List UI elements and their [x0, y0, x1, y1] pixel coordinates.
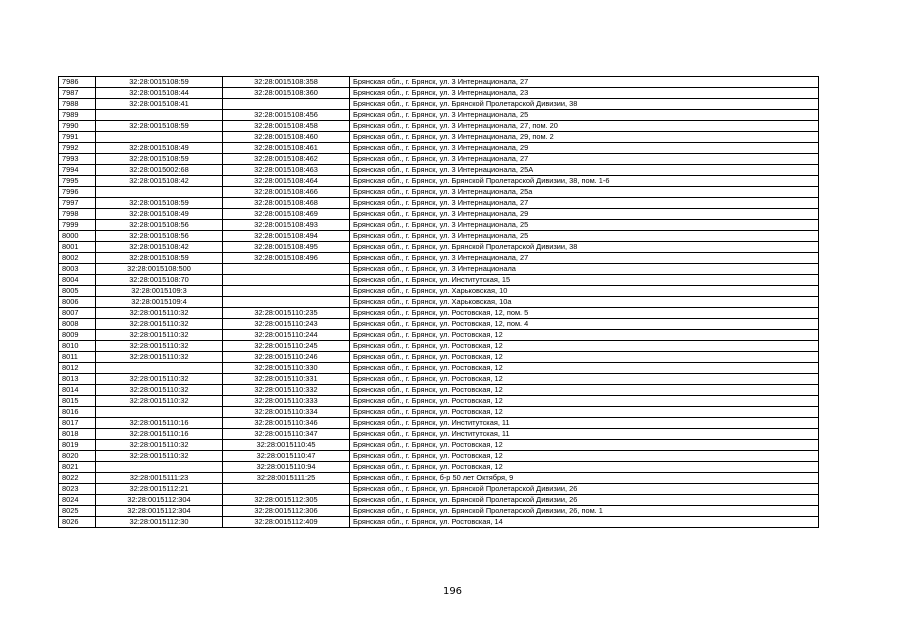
land-cadastral-number-cell: 32:28:0015112:30	[96, 517, 223, 528]
land-cadastral-number-cell: 32:28:0015108:59	[96, 77, 223, 88]
table-row	[59, 121, 819, 132]
table-row	[59, 462, 819, 473]
row-number-cell: 7992	[59, 143, 96, 154]
row-number-cell: 8012	[59, 363, 96, 374]
table-row	[59, 374, 819, 385]
address-cell: Брянская обл., г. Брянск, ул. Ростовская, 12, пом. 5	[350, 308, 819, 319]
row-number-cell: 8005	[59, 286, 96, 297]
row-number-cell: 8015	[59, 396, 96, 407]
address-cell: Брянская обл., г. Брянск, ул. Харьковская, 10	[350, 286, 819, 297]
row-number-cell: 8010	[59, 341, 96, 352]
row-number-cell: 8014	[59, 385, 96, 396]
building-cadastral-number-cell: 32:28:0015110:243	[223, 319, 350, 330]
row-number-cell: 8006	[59, 297, 96, 308]
address-cell: Брянская обл., г. Брянск, ул. Брянской Пролетарской Дивизии, 38	[350, 99, 819, 110]
row-number-cell: 8002	[59, 253, 96, 264]
land-cadastral-number-cell: 32:28:0015110:32	[96, 319, 223, 330]
row-number-cell: 8013	[59, 374, 96, 385]
row-number-cell: 7991	[59, 132, 96, 143]
building-cadastral-number-cell: 32:28:0015108:464	[223, 176, 350, 187]
land-cadastral-number-cell: 32:28:0015110:32	[96, 440, 223, 451]
address-cell: Брянская обл., г. Брянск, ул. 3 Интернационала, 23	[350, 88, 819, 99]
building-cadastral-number-cell: 32:28:0015110:332	[223, 385, 350, 396]
land-cadastral-number-cell: 32:28:0015110:32	[96, 396, 223, 407]
land-cadastral-number-cell: 32:28:0015110:16	[96, 429, 223, 440]
land-cadastral-number-cell: 32:28:0015112:304	[96, 495, 223, 506]
address-cell: Брянская обл., г. Брянск, ул. Харьковская, 10а	[350, 297, 819, 308]
address-cell: Брянская обл., г. Брянск, ул. Ростовская, 12	[350, 363, 819, 374]
table-row	[59, 187, 819, 198]
building-cadastral-number-cell: 32:28:0015108:469	[223, 209, 350, 220]
land-cadastral-number-cell: 32:28:0015108:500	[96, 264, 223, 275]
building-cadastral-number-cell	[223, 275, 350, 286]
table-row	[59, 176, 819, 187]
page-number: 196	[442, 586, 463, 597]
address-cell: Брянская обл., г. Брянск, ул. 3 Интернационала	[350, 264, 819, 275]
land-cadastral-number-cell: 32:28:0015108:59	[96, 253, 223, 264]
table-row	[59, 319, 819, 330]
address-cell: Брянская обл., г. Брянск, ул. 3 Интернационала, 27	[350, 77, 819, 88]
table-row	[59, 220, 819, 231]
table-row	[59, 154, 819, 165]
table-row	[59, 264, 819, 275]
building-cadastral-number-cell: 32:28:0015110:334	[223, 407, 350, 418]
address-cell: Брянская обл., г. Брянск, ул. Ростовская, 12	[350, 352, 819, 363]
land-cadastral-number-cell: 32:28:0015109:3	[96, 286, 223, 297]
land-cadastral-number-cell: 32:28:0015108:42	[96, 242, 223, 253]
land-cadastral-number-cell: 32:28:0015112:21	[96, 484, 223, 495]
table-row	[59, 209, 819, 220]
row-number-cell: 7999	[59, 220, 96, 231]
building-cadastral-number-cell: 32:28:0015110:245	[223, 341, 350, 352]
table-row	[59, 506, 819, 517]
row-number-cell: 8023	[59, 484, 96, 495]
address-cell: Брянская обл., г. Брянск, ул. Институтская, 11	[350, 418, 819, 429]
row-number-cell: 8007	[59, 308, 96, 319]
land-cadastral-number-cell: 32:28:0015108:41	[96, 99, 223, 110]
land-cadastral-number-cell	[96, 363, 223, 374]
address-cell: Брянская обл., г. Брянск, ул. 3 Интернационала, 29	[350, 209, 819, 220]
row-number-cell: 8004	[59, 275, 96, 286]
address-cell: Брянская обл., г. Брянск, ул. Ростовская, 12	[350, 462, 819, 473]
table-row	[59, 330, 819, 341]
land-cadastral-number-cell: 32:28:0015108:59	[96, 154, 223, 165]
address-cell: Брянская обл., г. Брянск, ул. Ростовская, 12	[350, 374, 819, 385]
land-cadastral-number-cell: 32:28:0015110:32	[96, 341, 223, 352]
table-row	[59, 363, 819, 374]
address-cell: Брянская обл., г. Брянск, ул. 3 Интернационала, 27, пом. 20	[350, 121, 819, 132]
land-cadastral-number-cell: 32:28:0015108:49	[96, 209, 223, 220]
row-number-cell: 7994	[59, 165, 96, 176]
row-number-cell: 8011	[59, 352, 96, 363]
building-cadastral-number-cell	[223, 297, 350, 308]
address-cell: Брянская обл., г. Брянск, ул. Ростовская, 12	[350, 396, 819, 407]
building-cadastral-number-cell	[223, 484, 350, 495]
address-cell: Брянская обл., г. Брянск, ул. Ростовская, 12	[350, 451, 819, 462]
building-cadastral-number-cell: 32:28:0015112:306	[223, 506, 350, 517]
row-number-cell: 7987	[59, 88, 96, 99]
land-cadastral-number-cell: 32:28:0015110:16	[96, 418, 223, 429]
land-cadastral-number-cell: 32:28:0015108:49	[96, 143, 223, 154]
row-number-cell: 8026	[59, 517, 96, 528]
address-cell: Брянская обл., г. Брянск, ул. 3 Интернационала, 27	[350, 198, 819, 209]
building-cadastral-number-cell: 32:28:0015111:25	[223, 473, 350, 484]
land-cadastral-number-cell	[96, 407, 223, 418]
land-cadastral-number-cell	[96, 132, 223, 143]
row-number-cell: 7996	[59, 187, 96, 198]
table-row	[59, 77, 819, 88]
table-body	[59, 77, 819, 528]
row-number-cell: 8000	[59, 231, 96, 242]
address-cell: Брянская обл., г. Брянск, ул. Ростовская, 14	[350, 517, 819, 528]
row-number-cell: 7995	[59, 176, 96, 187]
building-cadastral-number-cell	[223, 99, 350, 110]
table-row	[59, 143, 819, 154]
table-row	[59, 297, 819, 308]
building-cadastral-number-cell: 32:28:0015108:496	[223, 253, 350, 264]
land-cadastral-number-cell: 32:28:0015108:59	[96, 121, 223, 132]
row-number-cell: 7993	[59, 154, 96, 165]
building-cadastral-number-cell: 32:28:0015108:360	[223, 88, 350, 99]
address-cell: Брянская обл., г. Брянск, ул. Ростовская, 12	[350, 440, 819, 451]
land-cadastral-number-cell: 32:28:0015110:32	[96, 330, 223, 341]
address-cell: Брянская обл., г. Брянск, ул. Брянской Пролетарской Дивизии, 38, пом. 1-6	[350, 176, 819, 187]
address-cell: Брянская обл., г. Брянск, ул. 3 Интернационала, 27	[350, 154, 819, 165]
building-cadastral-number-cell: 32:28:0015110:333	[223, 396, 350, 407]
land-cadastral-number-cell: 32:28:0015109:4	[96, 297, 223, 308]
row-number-cell: 7997	[59, 198, 96, 209]
land-cadastral-number-cell: 32:28:0015110:32	[96, 308, 223, 319]
land-cadastral-number-cell: 32:28:0015108:42	[96, 176, 223, 187]
table-row	[59, 517, 819, 528]
table-row	[59, 110, 819, 121]
building-cadastral-number-cell: 32:28:0015108:462	[223, 154, 350, 165]
table-row	[59, 484, 819, 495]
building-cadastral-number-cell: 32:28:0015112:305	[223, 495, 350, 506]
cadastral-table	[58, 76, 819, 528]
table-row	[59, 165, 819, 176]
row-number-cell: 7986	[59, 77, 96, 88]
table-row	[59, 440, 819, 451]
building-cadastral-number-cell: 32:28:0015110:330	[223, 363, 350, 374]
row-number-cell: 7989	[59, 110, 96, 121]
address-cell: Брянская обл., г. Брянск, ул. 3 Интернационала, 27	[350, 253, 819, 264]
table-row	[59, 429, 819, 440]
building-cadastral-number-cell: 32:28:0015110:347	[223, 429, 350, 440]
address-cell: Брянская обл., г. Брянск, ул. Ростовская, 12	[350, 341, 819, 352]
table-row	[59, 407, 819, 418]
land-cadastral-number-cell	[96, 187, 223, 198]
address-cell: Брянская обл., г. Брянск, ул. Институтская, 11	[350, 429, 819, 440]
address-cell: Брянская обл., г. Брянск, ул. Брянской Пролетарской Дивизии, 26	[350, 484, 819, 495]
table-row	[59, 385, 819, 396]
table-row	[59, 341, 819, 352]
land-cadastral-number-cell	[96, 110, 223, 121]
table-row	[59, 132, 819, 143]
land-cadastral-number-cell: 32:28:0015108:44	[96, 88, 223, 99]
building-cadastral-number-cell: 32:28:0015110:331	[223, 374, 350, 385]
table-row	[59, 396, 819, 407]
row-number-cell: 8024	[59, 495, 96, 506]
table-row	[59, 231, 819, 242]
address-cell: Брянская обл., г. Брянск, ул. 3 Интернационала, 25	[350, 110, 819, 121]
land-cadastral-number-cell: 32:28:0015108:59	[96, 198, 223, 209]
table-row	[59, 286, 819, 297]
row-number-cell: 8018	[59, 429, 96, 440]
building-cadastral-number-cell: 32:28:0015110:94	[223, 462, 350, 473]
land-cadastral-number-cell: 32:28:0015110:32	[96, 385, 223, 396]
building-cadastral-number-cell: 32:28:0015108:358	[223, 77, 350, 88]
land-cadastral-number-cell: 32:28:0015112:304	[96, 506, 223, 517]
building-cadastral-number-cell: 32:28:0015110:346	[223, 418, 350, 429]
address-cell: Брянская обл., г. Брянск, ул. 3 Интернационала, 25	[350, 220, 819, 231]
building-cadastral-number-cell: 32:28:0015108:466	[223, 187, 350, 198]
row-number-cell: 8008	[59, 319, 96, 330]
building-cadastral-number-cell: 32:28:0015108:494	[223, 231, 350, 242]
land-cadastral-number-cell: 32:28:0015108:56	[96, 220, 223, 231]
address-cell: Брянская обл., г. Брянск, ул. Брянской Пролетарской Дивизии, 26	[350, 495, 819, 506]
row-number-cell: 7988	[59, 99, 96, 110]
row-number-cell: 8001	[59, 242, 96, 253]
address-cell: Брянская обл., г. Брянск, ул. 3 Интернационала, 25А	[350, 165, 819, 176]
row-number-cell: 7998	[59, 209, 96, 220]
land-cadastral-number-cell: 32:28:0015110:32	[96, 451, 223, 462]
address-cell: Брянская обл., г. Брянск, ул. Ростовская, 12	[350, 385, 819, 396]
building-cadastral-number-cell: 32:28:0015108:458	[223, 121, 350, 132]
table-row	[59, 88, 819, 99]
building-cadastral-number-cell: 32:28:0015112:409	[223, 517, 350, 528]
table-row	[59, 352, 819, 363]
row-number-cell: 8009	[59, 330, 96, 341]
table-row	[59, 99, 819, 110]
land-cadastral-number-cell: 32:28:0015108:70	[96, 275, 223, 286]
building-cadastral-number-cell: 32:28:0015110:47	[223, 451, 350, 462]
building-cadastral-number-cell: 32:28:0015108:463	[223, 165, 350, 176]
building-cadastral-number-cell	[223, 286, 350, 297]
building-cadastral-number-cell: 32:28:0015108:493	[223, 220, 350, 231]
building-cadastral-number-cell: 32:28:0015110:235	[223, 308, 350, 319]
table-row	[59, 308, 819, 319]
address-cell: Брянская обл., г. Брянск, б-р 50 лет Октября, 9	[350, 473, 819, 484]
address-cell: Брянская обл., г. Брянск, ул. Институтская, 15	[350, 275, 819, 286]
building-cadastral-number-cell: 32:28:0015108:460	[223, 132, 350, 143]
land-cadastral-number-cell	[96, 462, 223, 473]
table-row	[59, 451, 819, 462]
building-cadastral-number-cell: 32:28:0015110:246	[223, 352, 350, 363]
row-number-cell: 8017	[59, 418, 96, 429]
land-cadastral-number-cell: 32:28:0015111:23	[96, 473, 223, 484]
address-cell: Брянская обл., г. Брянск, ул. 3 Интернационала, 25	[350, 231, 819, 242]
table-row	[59, 198, 819, 209]
building-cadastral-number-cell: 32:28:0015110:45	[223, 440, 350, 451]
land-cadastral-number-cell: 32:28:0015110:32	[96, 374, 223, 385]
building-cadastral-number-cell: 32:28:0015108:468	[223, 198, 350, 209]
address-cell: Брянская обл., г. Брянск, ул. 3 Интернационала, 25а	[350, 187, 819, 198]
land-cadastral-number-cell: 32:28:0015002:68	[96, 165, 223, 176]
row-number-cell: 8019	[59, 440, 96, 451]
row-number-cell: 8016	[59, 407, 96, 418]
row-number-cell: 8021	[59, 462, 96, 473]
building-cadastral-number-cell	[223, 264, 350, 275]
building-cadastral-number-cell: 32:28:0015110:244	[223, 330, 350, 341]
address-cell: Брянская обл., г. Брянск, ул. 3 Интернационала, 29, пом. 2	[350, 132, 819, 143]
table-row	[59, 495, 819, 506]
table-row	[59, 253, 819, 264]
row-number-cell: 8020	[59, 451, 96, 462]
table-row	[59, 275, 819, 286]
building-cadastral-number-cell: 32:28:0015108:456	[223, 110, 350, 121]
address-cell: Брянская обл., г. Брянск, ул. Брянской Пролетарской Дивизии, 26, пом. 1	[350, 506, 819, 517]
land-cadastral-number-cell: 32:28:0015110:32	[96, 352, 223, 363]
building-cadastral-number-cell: 32:28:0015108:495	[223, 242, 350, 253]
building-cadastral-number-cell: 32:28:0015108:461	[223, 143, 350, 154]
table-row	[59, 473, 819, 484]
row-number-cell: 8003	[59, 264, 96, 275]
address-cell: Брянская обл., г. Брянск, ул. Ростовская, 12	[350, 407, 819, 418]
table-row	[59, 418, 819, 429]
table-row	[59, 242, 819, 253]
address-cell: Брянская обл., г. Брянск, ул. 3 Интернационала, 29	[350, 143, 819, 154]
land-cadastral-number-cell: 32:28:0015108:56	[96, 231, 223, 242]
row-number-cell: 7990	[59, 121, 96, 132]
address-cell: Брянская обл., г. Брянск, ул. Ростовская, 12, пом. 4	[350, 319, 819, 330]
row-number-cell: 8025	[59, 506, 96, 517]
address-cell: Брянская обл., г. Брянск, ул. Ростовская, 12	[350, 330, 819, 341]
row-number-cell: 8022	[59, 473, 96, 484]
address-cell: Брянская обл., г. Брянск, ул. Брянской Пролетарской Дивизии, 38	[350, 242, 819, 253]
